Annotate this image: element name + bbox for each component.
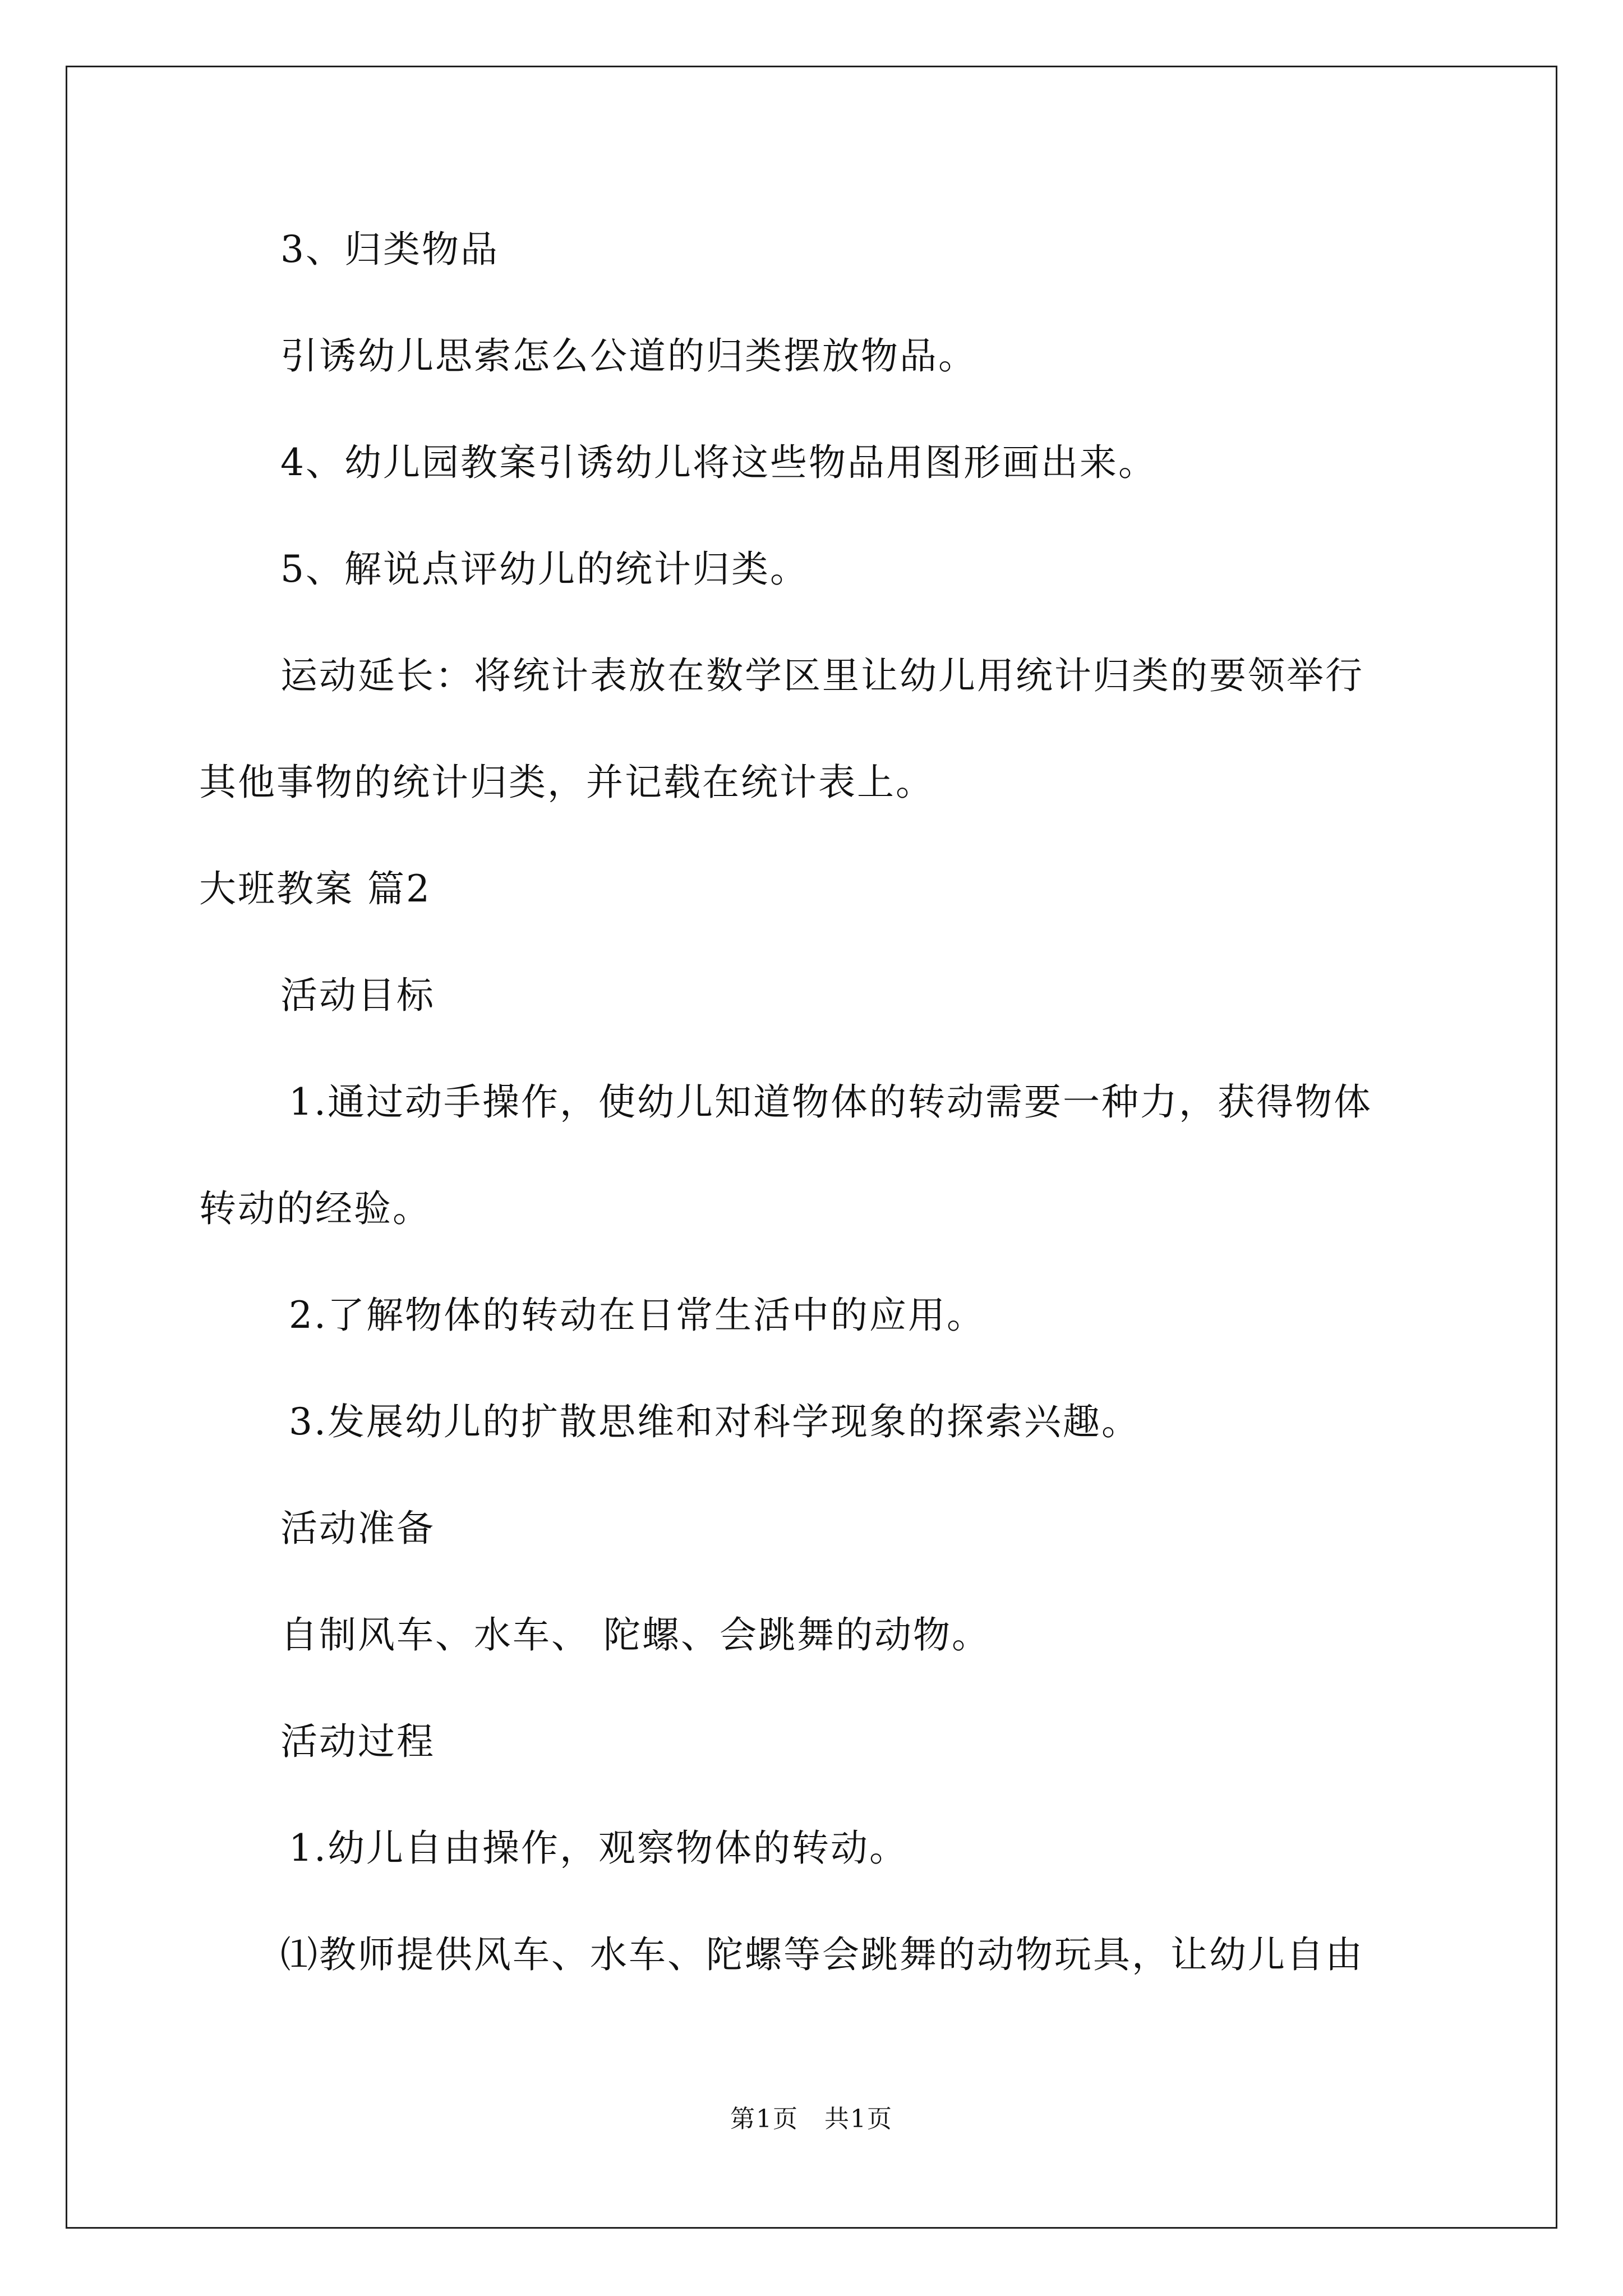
text-line: 1.通过动手操作，使幼儿知道物体的转动需要一种力，获得物体 [289,1080,1372,1124]
section-heading: 大班教案 篇2 [199,867,431,910]
text-line: 引诱幼儿思索怎么公道的归类摆放物品。 [280,334,977,378]
text-line: 1.幼儿自由操作，观察物体的转动。 [289,1826,908,1870]
text-line: 其他事物的统计归类，并记载在统计表上。 [199,761,934,804]
text-line: 2.了解物体的转动在日常生活中的应用。 [289,1294,985,1337]
text-line: 转动的经验。 [199,1187,431,1230]
text-line: 5、解说点评幼儿的统计归类。 [280,547,809,591]
page-frame [66,66,1557,2229]
text-line: ⑴教师提供风车、水车、陀螺等会跳舞的动物玩具，让幼儿自由 [280,1933,1364,1976]
text-line: 4、幼儿园教案引诱幼儿将这些物品用图形画出来。 [280,441,1157,484]
text-line: 自制风车、水车、 陀螺、会跳舞的动物。 [280,1613,990,1657]
subheading: 活动过程 [280,1720,435,1763]
text-line: 3、归类物品 [280,228,499,271]
subheading: 活动目标 [280,974,435,1017]
subheading: 活动准备 [280,1507,435,1550]
text-line: 3.发展幼儿的扩散思维和对科学现象的探索兴趣。 [289,1400,1140,1443]
page-number-footer: 第1页 共1页 [730,2105,893,2133]
text-line: 运动延长：将统计表放在数学区里让幼儿用统计归类的要领举行 [280,654,1364,697]
